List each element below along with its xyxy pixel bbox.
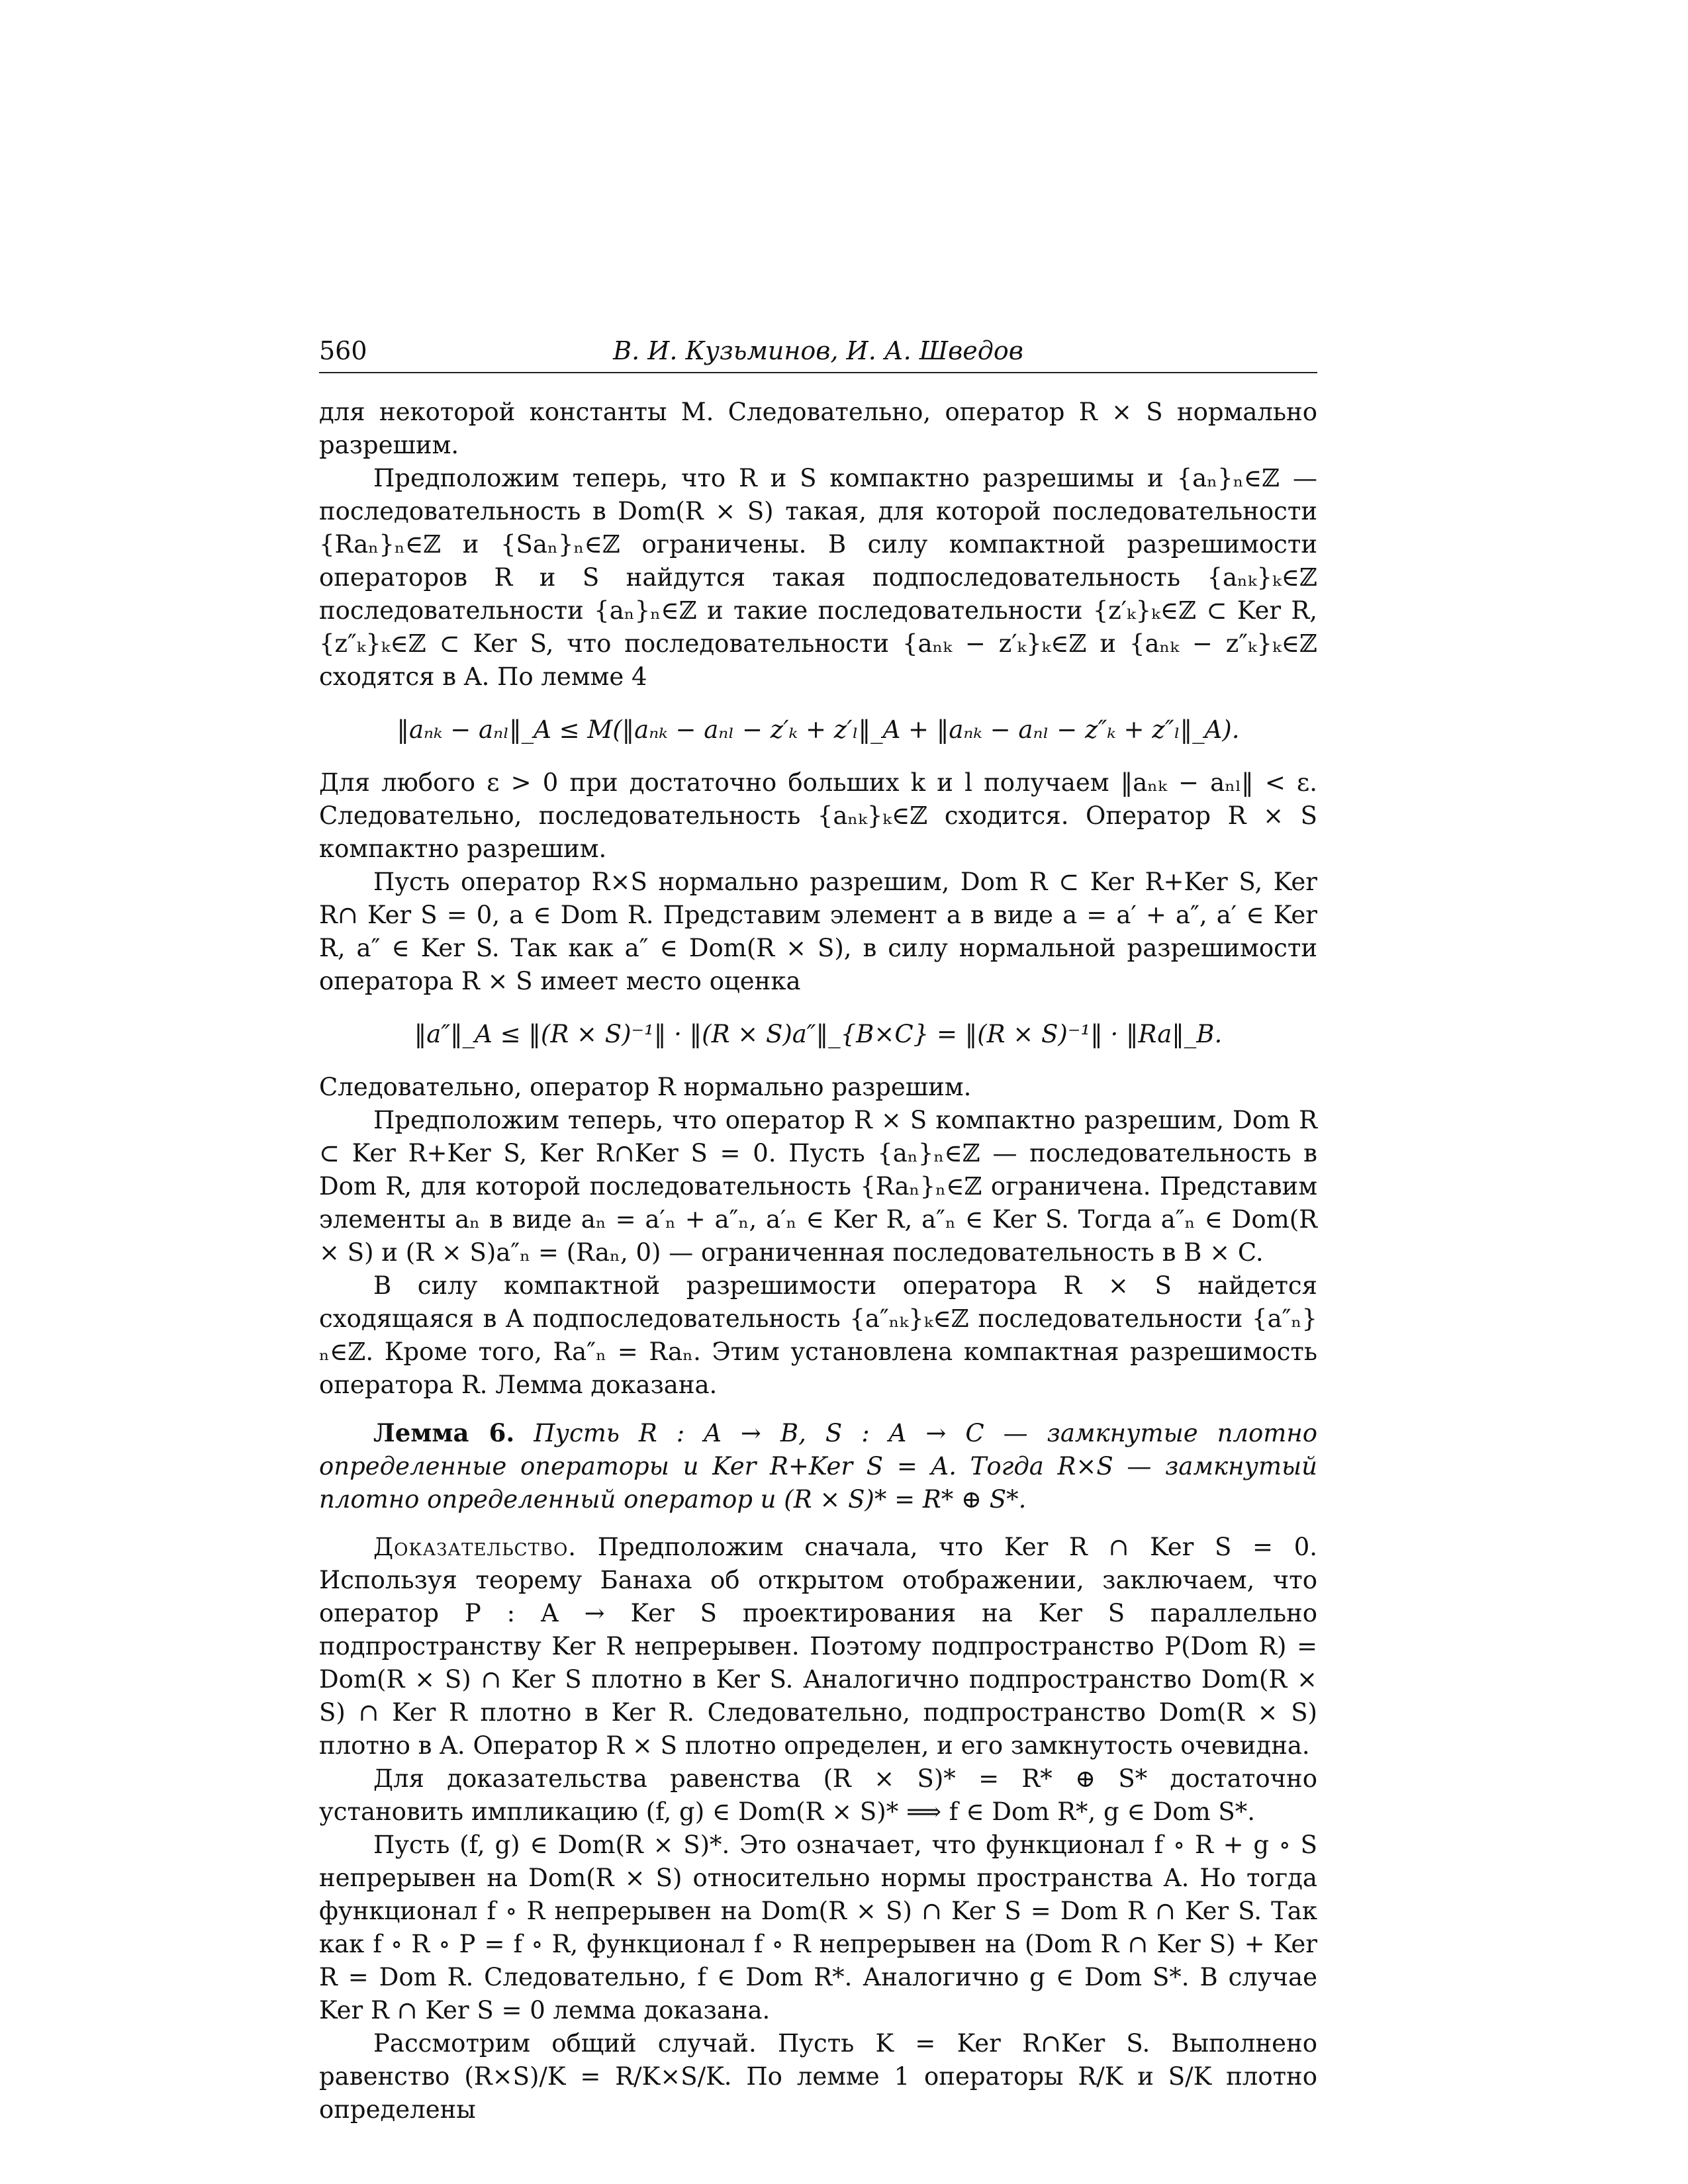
paragraph-9: Пусть (f, g) ∈ Dom(R × S)*. Это означает, что функционал f ∘ R + g ∘ S непрерывен на Dom(R × S) относительно нормы пространства A. Но тогда функционал f ∘ R непрерывен на Dom(R × S) ∩ Ker S = Dom R ∩ Ker S. Так как f ∘ R ∘ P = f ∘ R, функционал f ∘ R непрерывен на (Dom R ∩ Ker S) + Ker R = Dom R. Следовательно, f ∈ Dom R*. Аналогично g ∈ Dom S*. В случае Ker R ∩ Ker S = 0 лемма доказана. [319,1831,1317,2025]
paragraph-3: Для любого ε > 0 при достаточно больших k и l получаем ‖aₙₖ − aₙₗ‖ < ε. Следовательно, последовательность {aₙₖ}ₖ∈ℤ сходится. Оператор R × S компактно разрешим. [319,768,1317,863]
running-header [319,331,1317,373]
proof-paragraph-1 [319,1531,1317,1762]
page-number: 560 [319,336,367,365]
page [319,331,1317,2126]
lemma-6-statement: Пусть R : A → B, S : A → C — замкнутые плотно определенные операторы и Ker R+Ker S = A. Тогда R×S — замкнутый плотно определенный оператор и (R × S)* = R* ⊕ S*. [319,1419,1317,1514]
lemma-6 [319,1416,1317,1516]
paragraph-8: Для доказательства равенства (R × S)* = R* ⊕ S* достаточно установить импликацию (f, g) ∈ Dom(R × S)* ⟹ f ∈ Dom R*, g ∈ Dom S*. [319,1764,1317,1826]
formula-norm-estimate: ‖aₙₖ − aₙₗ‖_A ≤ M(‖aₙₖ − aₙₗ − z′ₖ + z′ₗ‖_A + ‖aₙₖ − aₙₗ − z″ₖ + z″ₗ‖_A). [397,715,1240,744]
paragraph-2: Предположим теперь, что R и S компактно разрешимы и {aₙ}ₙ∈ℤ — последовательность в Dom(R × S) такая, для которой последовательности {Raₙ}ₙ∈ℤ и {Saₙ}ₙ∈ℤ ограничены. В силу компактной разрешимости операторов R и S найдутся такая подпоследовательность {aₙₖ}ₖ∈ℤ последовательности {aₙ}ₙ∈ℤ и такие последовательности {z′ₖ}ₖ∈ℤ ⊂ Ker R, {z″ₖ}ₖ∈ℤ ⊂ Ker S, что последовательности {aₙₖ − z′ₖ}ₖ∈ℤ и {aₙₖ − z″ₖ}ₖ∈ℤ сходятся в A. По лемме 4 [319,464,1317,691]
paragraph-1: для некоторой константы M. Следовательно, оператор R × S нормально разрешим. [319,398,1317,459]
formula-inverse-estimate: ‖a″‖_A ≤ ‖(R × S)⁻¹‖ · ‖(R × S)a″‖_{B×C} = ‖(R × S)⁻¹‖ · ‖Ra‖_B. [414,1020,1223,1048]
paragraph-10: Рассмотрим общий случай. Пусть K = Ker R∩Ker S. Выполнено равенство (R×S)/K = R/K×S/K. По лемме 1 операторы R/K и S/K плотно определены [319,2029,1317,2124]
proof-text-1: Предположим сначала, что Ker R ∩ Ker S = 0. Используя теорему Банаха об открытом отображении, заключаем, что оператор P : A → Ker S проектирования на Ker S параллельно подпространству Ker R непрерывен. Поэтому подпространство P(Dom R) = Dom(R × S) ∩ Ker S плотно в Ker S. Аналогично подпространство Dom(R × S) ∩ Ker R плотно в Ker R. Следовательно, подпространство Dom(R × S) плотно в A. Оператор R × S плотно определен, и его замкнутость очевидна. [319,1533,1317,1760]
lemma-6-title: Лемма 6. [373,1418,515,1447]
paragraph-6: Предположим теперь, что оператор R × S компактно разрешим, Dom R ⊂ Ker R+Ker S, Ker R∩Ker S = 0. Пусть {aₙ}ₙ∈ℤ — последовательность в Dom R, для которой последовательность {Raₙ}ₙ∈ℤ ограничена. Представим элементы aₙ в виде aₙ = a′ₙ + a″ₙ, a′ₙ ∈ Ker R, a″ₙ ∈ Ker S. Тогда a″ₙ ∈ Dom(R × S) и (R × S)a″ₙ = (Raₙ, 0) — ограниченная последовательность в B × C. [319,1106,1317,1267]
proof-title: Доказательство. [373,1533,577,1561]
paragraph-5: Следовательно, оператор R нормально разрешим. [319,1073,972,1101]
body-text [319,396,1317,2126]
paragraph-7: В силу компактной разрешимости оператора R × S найдется сходящаяся в A подпоследовательность {a″ₙₖ}ₖ∈ℤ последовательности {a″ₙ}ₙ∈ℤ. Кроме того, Ra″ₙ = Raₙ. Этим установлена компактная разрешимость оператора R. Лемма доказана. [319,1271,1317,1399]
paragraph-4: Пусть оператор R×S нормально разрешим, Dom R ⊂ Ker R+Ker S, Ker R∩ Ker S = 0, a ∈ Dom R. Представим элемент a в виде a = a′ + a″, a′ ∈ Ker R, a″ ∈ Ker S. Так как a″ ∈ Dom(R × S), в силу нормальной разрешимости оператора R × S имеет место оценка [319,868,1317,995]
running-head-authors: В. И. Кузьминов, И. А. Шведов [613,336,1023,365]
